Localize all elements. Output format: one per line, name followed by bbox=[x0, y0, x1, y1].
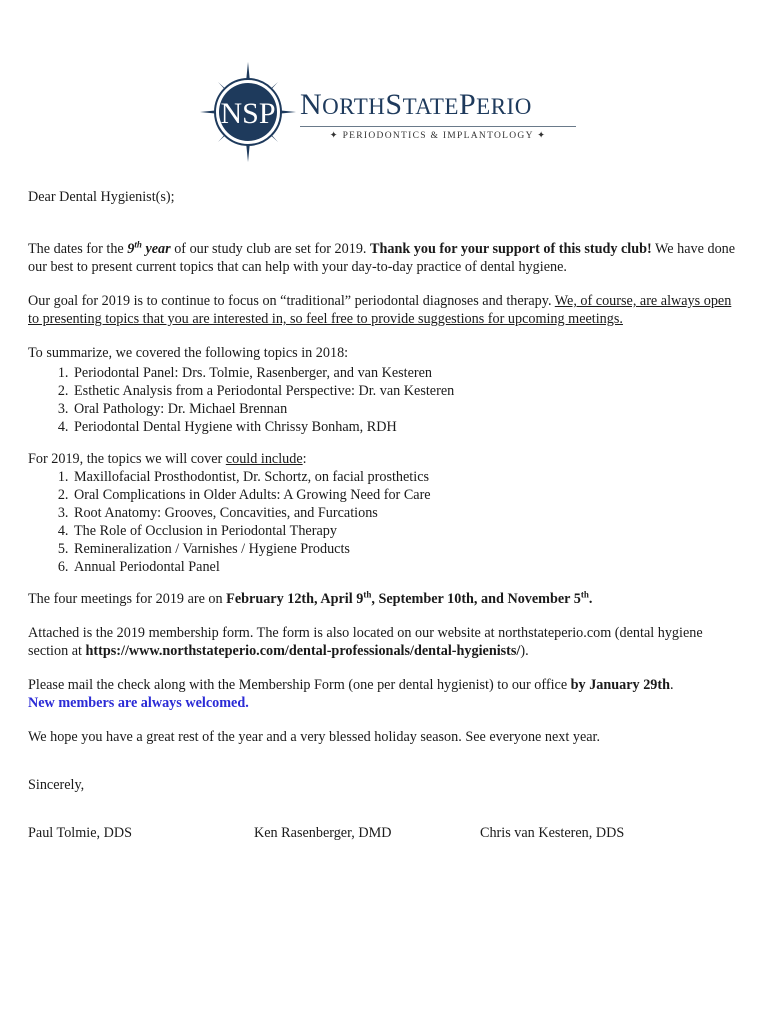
list-item: 2. Esthetic Analysis from a Periodontal Perspective: Dr. van Kesteren bbox=[72, 382, 744, 400]
sincerely: Sincerely, bbox=[28, 777, 85, 793]
list-item: 1. Periodontal Panel: Drs. Tolmie, Rasenberger, and van Kesteren bbox=[72, 364, 744, 382]
summary-intro: To summarize, we covered the following topics in 2018: bbox=[28, 345, 349, 361]
list-item: 1. Maxillofacial Prosthodontist, Dr. Schortz, on facial prosthetics bbox=[72, 468, 744, 486]
list-item: 4. The Role of Occlusion in Periodontal Therapy bbox=[72, 522, 744, 540]
north-state-perio-logo bbox=[200, 62, 580, 162]
topics-2019-list bbox=[28, 468, 744, 576]
list-item: 3. Root Anatomy: Grooves, Concavities, and Furcations bbox=[72, 504, 744, 522]
paragraph-mail: Please mail the check along with the Membership Form (one per dental hygienist) to our office by January 29th. New members are always welcomed. bbox=[28, 677, 674, 711]
intro-2019: For 2019, the topics we will cover could include: bbox=[28, 451, 307, 467]
topics-2018-list bbox=[28, 364, 744, 436]
website-link[interactable]: https://www.northstateperio.com/dental-professionals/dental-hygienists/ bbox=[85, 643, 521, 659]
compass-monogram-icon bbox=[200, 62, 296, 162]
brand-tagline: ✦ PERIODONTICS & IMPLANTOLOGY ✦ bbox=[329, 131, 547, 141]
list-item: 5. Remineralization / Varnishes / Hygiene Products bbox=[72, 540, 744, 558]
signature-van-kesteren: Chris van Kesteren, DDS bbox=[480, 825, 625, 841]
letter-body bbox=[28, 188, 744, 842]
list-item: 6. Annual Periodontal Panel bbox=[72, 558, 744, 576]
list-item: 4. Periodontal Dental Hygiene with Chrissy Bonham, RDH bbox=[72, 418, 744, 436]
paragraph-dates: The dates for the 9th year of our study club are set for 2019. Thank you for your support of this study club! We have done our best to present current topics that can help with your day-to-day practice of dental hygiene. bbox=[28, 239, 736, 275]
signature-rasenberger: Ken Rasenberger, DMD bbox=[254, 825, 392, 841]
signatures-row bbox=[28, 824, 744, 842]
paragraph-meetings: The four meetings for 2019 are on February 12th, April 9th, September 10th, and November 5th. bbox=[28, 589, 593, 607]
brand-name: NORTHSTATEPERIO bbox=[300, 88, 532, 121]
closing-wish: We hope you have a great rest of the year and a very blessed holiday season. See everyone next year. bbox=[28, 729, 601, 745]
brand-divider bbox=[300, 126, 576, 127]
list-item: 2. Oral Complications in Older Adults: A Growing Need for Care bbox=[72, 486, 744, 504]
new-members-notice: New members are always welcomed. bbox=[28, 695, 249, 711]
greeting: Dear Dental Hygienist(s); bbox=[28, 189, 175, 205]
monogram-text: NSP bbox=[220, 97, 276, 130]
paragraph-goal: Our goal for 2019 is to continue to focus on “traditional” periodontal diagnoses and therapy. We, of course, are always open to presenting topics that you are interested in, so feel free to provide suggestions for upcoming meetings. bbox=[28, 293, 732, 327]
list-item: 3. Oral Pathology: Dr. Michael Brennan bbox=[72, 400, 744, 418]
paragraph-attached: Attached is the 2019 membership form. The form is also located on our website at northstateperio.com (dental hygiene section at https://www.northstateperio.com/dental-professionals/dental-hygienists/). bbox=[28, 625, 703, 659]
signature-tolmie: Paul Tolmie, DDS bbox=[28, 825, 132, 841]
